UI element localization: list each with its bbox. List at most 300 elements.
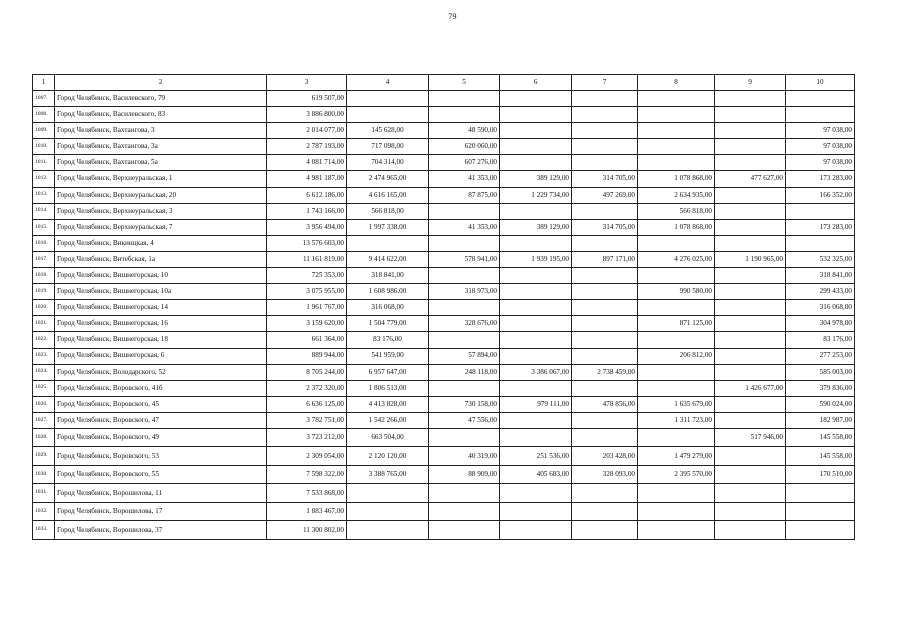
col5-value-cell: 41 353,00 — [429, 171, 500, 187]
col6-value-cell — [500, 332, 572, 348]
col3-value-cell: 7 533 868,00 — [267, 484, 347, 503]
col4-value-cell — [347, 521, 429, 540]
table-row — [33, 187, 855, 203]
column-header: 5 — [429, 75, 500, 91]
col6-value-cell — [500, 107, 572, 123]
col7-value-cell: 328 093,00 — [572, 465, 638, 484]
col6-value-cell — [500, 155, 572, 171]
col10-value-cell: 170 510,00 — [786, 465, 855, 484]
col5-value-cell: 41 353,00 — [429, 219, 500, 235]
col3-value-cell: 2 309 054,00 — [267, 447, 347, 466]
col10-value-cell: 590 024,00 — [786, 396, 855, 412]
col9-value-cell — [715, 155, 786, 171]
col7-value-cell — [572, 123, 638, 139]
col10-value-cell: 173 283,00 — [786, 171, 855, 187]
address-cell: Город Челябинск, Вишнегорская, 18 — [55, 332, 267, 348]
col5-value-cell — [429, 332, 500, 348]
table-row — [33, 235, 855, 251]
col10-value-cell: 299 433,00 — [786, 284, 855, 300]
col6-value-cell: 979 111,00 — [500, 396, 572, 412]
table-row — [33, 300, 855, 316]
col9-value-cell — [715, 396, 786, 412]
column-header: 10 — [786, 75, 855, 91]
register-body — [33, 75, 855, 540]
col3-value-cell: 3 723 212,00 — [267, 428, 347, 447]
row-number-cell: 1021. — [33, 316, 55, 332]
col8-value-cell: 1 078 868,00 — [638, 219, 715, 235]
col9-value-cell — [715, 348, 786, 364]
col6-value-cell: 1 939 195,00 — [500, 251, 572, 267]
col7-value-cell: 314 705,00 — [572, 219, 638, 235]
column-header: 1 — [33, 75, 55, 91]
col3-value-cell: 6 636 125,00 — [267, 396, 347, 412]
col10-value-cell: 173 283,00 — [786, 219, 855, 235]
col8-value-cell: 2 634 935,00 — [638, 187, 715, 203]
col3-value-cell: 3 782 751,00 — [267, 412, 347, 428]
housing-register-table — [32, 74, 855, 540]
col9-value-cell: 1 426 677,00 — [715, 380, 786, 396]
col10-value-cell — [786, 107, 855, 123]
address-cell: Город Челябинск, Воровского, 45 — [55, 396, 267, 412]
table-row — [33, 521, 855, 540]
col3-value-cell: 3 956 494,00 — [267, 219, 347, 235]
col8-value-cell — [638, 332, 715, 348]
col7-value-cell — [572, 502, 638, 521]
col10-value-cell: 316 068,00 — [786, 300, 855, 316]
col4-value-cell: 717 098,00 — [347, 139, 429, 155]
col5-value-cell — [429, 300, 500, 316]
col8-value-cell: 1 311 723,00 — [638, 412, 715, 428]
col9-value-cell — [715, 364, 786, 380]
col8-value-cell — [638, 380, 715, 396]
col6-value-cell: 3 386 067,00 — [500, 364, 572, 380]
col7-value-cell: 478 856,00 — [572, 396, 638, 412]
table-row — [33, 316, 855, 332]
col4-value-cell — [347, 484, 429, 503]
col9-value-cell: 1 190 965,00 — [715, 251, 786, 267]
col7-value-cell — [572, 268, 638, 284]
col10-value-cell: 83 176,00 — [786, 332, 855, 348]
table-row — [33, 447, 855, 466]
col4-value-cell — [347, 502, 429, 521]
col7-value-cell — [572, 235, 638, 251]
col4-value-cell: 1 608 986,00 — [347, 284, 429, 300]
col5-value-cell — [429, 502, 500, 521]
col6-value-cell: 1 229 734,00 — [500, 187, 572, 203]
table-row — [33, 284, 855, 300]
col6-value-cell: 251 536,00 — [500, 447, 572, 466]
col9-value-cell — [715, 332, 786, 348]
col7-value-cell — [572, 428, 638, 447]
address-cell: Город Челябинск, Вишнегорская, 10а — [55, 284, 267, 300]
col5-value-cell: 48 590,00 — [429, 123, 500, 139]
col10-value-cell: 277 253,00 — [786, 348, 855, 364]
address-cell: Город Челябинск, Вахтангова, 3 — [55, 123, 267, 139]
table-row — [33, 348, 855, 364]
col4-value-cell: 1 997 338,00 — [347, 219, 429, 235]
col10-value-cell: 532 325,00 — [786, 251, 855, 267]
table-row — [33, 107, 855, 123]
col3-value-cell: 3 159 620,00 — [267, 316, 347, 332]
col3-value-cell: 4 081 714,00 — [267, 155, 347, 171]
table-row — [33, 203, 855, 219]
table-row — [33, 412, 855, 428]
col3-value-cell: 3 886 800,00 — [267, 107, 347, 123]
col8-value-cell: 990 580,00 — [638, 284, 715, 300]
col8-value-cell: 1 479 279,00 — [638, 447, 715, 466]
row-number-cell: 1010. — [33, 139, 55, 155]
table-row — [33, 219, 855, 235]
col3-value-cell: 2 014 077,00 — [267, 123, 347, 139]
table-row — [33, 484, 855, 503]
table-row — [33, 364, 855, 380]
col7-value-cell — [572, 300, 638, 316]
col6-value-cell: 389 129,00 — [500, 219, 572, 235]
column-header: 4 — [347, 75, 429, 91]
col4-value-cell: 3 388 765,00 — [347, 465, 429, 484]
row-number-cell: 1020. — [33, 300, 55, 316]
col10-value-cell: 304 978,00 — [786, 316, 855, 332]
col3-value-cell: 4 981 187,00 — [267, 171, 347, 187]
col9-value-cell — [715, 502, 786, 521]
col7-value-cell: 897 171,00 — [572, 251, 638, 267]
col8-value-cell: 206 812,00 — [638, 348, 715, 364]
col7-value-cell — [572, 284, 638, 300]
col4-value-cell: 4 413 828,00 — [347, 396, 429, 412]
col8-value-cell: 1 635 679,00 — [638, 396, 715, 412]
col6-value-cell — [500, 380, 572, 396]
col7-value-cell — [572, 107, 638, 123]
col8-value-cell — [638, 502, 715, 521]
table-row — [33, 123, 855, 139]
col9-value-cell — [715, 268, 786, 284]
col5-value-cell: 607 276,00 — [429, 155, 500, 171]
col3-value-cell: 661 364,00 — [267, 332, 347, 348]
col8-value-cell — [638, 268, 715, 284]
col3-value-cell: 725 353,00 — [267, 268, 347, 284]
address-cell: Город Челябинск, Верхнеуральская, 7 — [55, 219, 267, 235]
address-cell: Город Челябинск, Вишнегорская, 16 — [55, 316, 267, 332]
col3-value-cell: 7 598 322,00 — [267, 465, 347, 484]
col5-value-cell — [429, 380, 500, 396]
col10-value-cell — [786, 203, 855, 219]
address-cell: Город Челябинск, Ворошилова, 11 — [55, 484, 267, 503]
row-number-cell: 1032. — [33, 502, 55, 521]
col9-value-cell — [715, 107, 786, 123]
col6-value-cell — [500, 412, 572, 428]
col5-value-cell: 47 556,00 — [429, 412, 500, 428]
col9-value-cell: 517 946,00 — [715, 428, 786, 447]
col3-value-cell: 2 372 320,00 — [267, 380, 347, 396]
col10-value-cell: 318 841,00 — [786, 268, 855, 284]
col4-value-cell: 2 120 120,00 — [347, 447, 429, 466]
address-cell: Город Челябинск, Ворошилова, 37 — [55, 521, 267, 540]
table-row — [33, 268, 855, 284]
row-number-cell: 1011. — [33, 155, 55, 171]
col4-value-cell — [347, 91, 429, 107]
col10-value-cell: 145 558,00 — [786, 447, 855, 466]
col7-value-cell — [572, 521, 638, 540]
col7-value-cell — [572, 484, 638, 503]
col5-value-cell: 328 676,00 — [429, 316, 500, 332]
col7-value-cell — [572, 203, 638, 219]
row-number-cell: 1018. — [33, 268, 55, 284]
col5-value-cell: 578 941,00 — [429, 251, 500, 267]
col6-value-cell — [500, 235, 572, 251]
address-cell: Город Челябинск, Верхнеуральская, 1 — [55, 171, 267, 187]
col6-value-cell — [500, 300, 572, 316]
row-number-cell: 1025. — [33, 380, 55, 396]
col9-value-cell — [715, 284, 786, 300]
col10-value-cell: 585 003,00 — [786, 364, 855, 380]
col5-value-cell — [429, 107, 500, 123]
col5-value-cell — [429, 91, 500, 107]
col4-value-cell: 704 314,00 — [347, 155, 429, 171]
col9-value-cell — [715, 484, 786, 503]
column-header: 7 — [572, 75, 638, 91]
col6-value-cell — [500, 139, 572, 155]
col6-value-cell — [500, 284, 572, 300]
col4-value-cell: 9 414 622,00 — [347, 251, 429, 267]
column-header: 3 — [267, 75, 347, 91]
col10-value-cell — [786, 484, 855, 503]
col6-value-cell — [500, 502, 572, 521]
col9-value-cell — [715, 123, 786, 139]
col9-value-cell — [715, 300, 786, 316]
row-number-cell: 1007. — [33, 91, 55, 107]
col5-value-cell — [429, 203, 500, 219]
col9-value-cell — [715, 139, 786, 155]
col4-value-cell: 83 176,00 — [347, 332, 429, 348]
row-number-cell: 1014. — [33, 203, 55, 219]
col7-value-cell: 497 269,00 — [572, 187, 638, 203]
col5-value-cell: 318 973,00 — [429, 284, 500, 300]
column-header: 2 — [55, 75, 267, 91]
address-cell: Город Челябинск, Вишнегорская, 14 — [55, 300, 267, 316]
col5-value-cell: 88 909,00 — [429, 465, 500, 484]
table-row — [33, 139, 855, 155]
col9-value-cell — [715, 219, 786, 235]
col4-value-cell: 541 959,00 — [347, 348, 429, 364]
col6-value-cell — [500, 428, 572, 447]
table-row — [33, 465, 855, 484]
col6-value-cell — [500, 521, 572, 540]
row-number-cell: 1029. — [33, 447, 55, 466]
col6-value-cell — [500, 348, 572, 364]
col10-value-cell: 97 038,00 — [786, 155, 855, 171]
col4-value-cell — [347, 107, 429, 123]
col4-value-cell: 318 841,00 — [347, 268, 429, 284]
address-cell: Город Челябинск, Воровского, 41б — [55, 380, 267, 396]
col8-value-cell: 871 125,00 — [638, 316, 715, 332]
col4-value-cell: 316 068,00 — [347, 300, 429, 316]
col3-value-cell: 6 612 186,00 — [267, 187, 347, 203]
col6-value-cell: 405 683,00 — [500, 465, 572, 484]
row-number-cell: 1013. — [33, 187, 55, 203]
col8-value-cell: 566 818,00 — [638, 203, 715, 219]
col10-value-cell: 97 038,00 — [786, 123, 855, 139]
row-number-cell: 1015. — [33, 219, 55, 235]
col5-value-cell: 40 319,00 — [429, 447, 500, 466]
col10-value-cell — [786, 502, 855, 521]
address-cell: Город Челябинск, Василевского, 79 — [55, 91, 267, 107]
table-row — [33, 380, 855, 396]
col3-value-cell: 1 883 467,00 — [267, 502, 347, 521]
col5-value-cell — [429, 428, 500, 447]
col5-value-cell: 87 875,00 — [429, 187, 500, 203]
col10-value-cell: 166 352,00 — [786, 187, 855, 203]
table-row — [33, 171, 855, 187]
col3-value-cell: 889 944,00 — [267, 348, 347, 364]
table-row — [33, 502, 855, 521]
col3-value-cell: 13 576 603,00 — [267, 235, 347, 251]
address-cell: Город Челябинск, Вишнегорская, 6 — [55, 348, 267, 364]
col7-value-cell — [572, 139, 638, 155]
table-row — [33, 396, 855, 412]
col7-value-cell: 203 428,00 — [572, 447, 638, 466]
col4-value-cell: 1 806 513,00 — [347, 380, 429, 396]
col4-value-cell — [347, 235, 429, 251]
col4-value-cell: 566 818,00 — [347, 203, 429, 219]
col5-value-cell: 248 118,00 — [429, 364, 500, 380]
col7-value-cell — [572, 348, 638, 364]
col8-value-cell — [638, 235, 715, 251]
col5-value-cell — [429, 235, 500, 251]
col9-value-cell — [715, 187, 786, 203]
col7-value-cell — [572, 155, 638, 171]
col8-value-cell — [638, 91, 715, 107]
address-cell: Город Челябинск, Воровского, 49 — [55, 428, 267, 447]
col9-value-cell — [715, 91, 786, 107]
row-number-cell: 1012. — [33, 171, 55, 187]
col8-value-cell — [638, 139, 715, 155]
col9-value-cell — [715, 521, 786, 540]
col8-value-cell — [638, 521, 715, 540]
col8-value-cell — [638, 123, 715, 139]
address-cell: Город Челябинск, Воровского, 53 — [55, 447, 267, 466]
table-row — [33, 155, 855, 171]
col3-value-cell: 2 787 193,00 — [267, 139, 347, 155]
row-number-cell: 1031. — [33, 484, 55, 503]
col9-value-cell — [715, 447, 786, 466]
col10-value-cell — [786, 521, 855, 540]
column-header: 9 — [715, 75, 786, 91]
row-number-cell: 1030. — [33, 465, 55, 484]
address-cell: Город Челябинск, Викинцкая, 4 — [55, 235, 267, 251]
col3-value-cell: 619 507,00 — [267, 91, 347, 107]
row-number-cell: 1026. — [33, 396, 55, 412]
col10-value-cell: 379 836,00 — [786, 380, 855, 396]
col5-value-cell — [429, 484, 500, 503]
col10-value-cell: 97 038,00 — [786, 139, 855, 155]
col6-value-cell — [500, 268, 572, 284]
col8-value-cell — [638, 107, 715, 123]
col3-value-cell: 8 705 244,00 — [267, 364, 347, 380]
table-row — [33, 428, 855, 447]
col10-value-cell — [786, 235, 855, 251]
col4-value-cell: 663 504,00 — [347, 428, 429, 447]
address-cell: Город Челябинск, Вишнегорская, 10 — [55, 268, 267, 284]
col3-value-cell: 11 300 802,00 — [267, 521, 347, 540]
col9-value-cell: 477 627,00 — [715, 171, 786, 187]
row-number-cell: 1028. — [33, 428, 55, 447]
col9-value-cell — [715, 465, 786, 484]
row-number-cell: 1009. — [33, 123, 55, 139]
col7-value-cell — [572, 316, 638, 332]
address-cell: Город Челябинск, Василевского, 83 — [55, 107, 267, 123]
col6-value-cell — [500, 91, 572, 107]
col5-value-cell — [429, 268, 500, 284]
col4-value-cell: 1 542 266,00 — [347, 412, 429, 428]
col4-value-cell: 145 628,00 — [347, 123, 429, 139]
col3-value-cell: 11 161 819,00 — [267, 251, 347, 267]
col6-value-cell — [500, 316, 572, 332]
col7-value-cell — [572, 91, 638, 107]
address-cell: Город Челябинск, Вахтангова, 5а — [55, 155, 267, 171]
col8-value-cell: 2 395 570,00 — [638, 465, 715, 484]
col4-value-cell: 6 957 647,00 — [347, 364, 429, 380]
address-cell: Город Челябинск, Володарского, 52 — [55, 364, 267, 380]
col7-value-cell: 2 738 459,00 — [572, 364, 638, 380]
col9-value-cell — [715, 235, 786, 251]
col9-value-cell — [715, 316, 786, 332]
col5-value-cell: 620 060,00 — [429, 139, 500, 155]
address-cell: Город Челябинск, Верхнеуральская, 3 — [55, 203, 267, 219]
address-cell: Город Челябинск, Ворошилова, 17 — [55, 502, 267, 521]
col9-value-cell — [715, 203, 786, 219]
col10-value-cell: 145 558,00 — [786, 428, 855, 447]
row-number-cell: 1024. — [33, 364, 55, 380]
col6-value-cell — [500, 203, 572, 219]
col4-value-cell: 1 504 779,00 — [347, 316, 429, 332]
row-number-cell: 1023. — [33, 348, 55, 364]
col5-value-cell: 57 894,00 — [429, 348, 500, 364]
table-row — [33, 251, 855, 267]
col3-value-cell: 3 075 955,00 — [267, 284, 347, 300]
col8-value-cell — [638, 364, 715, 380]
col8-value-cell — [638, 484, 715, 503]
row-number-cell: 1027. — [33, 412, 55, 428]
col7-value-cell — [572, 412, 638, 428]
col8-value-cell — [638, 300, 715, 316]
address-cell: Город Челябинск, Вахтангова, 3а — [55, 139, 267, 155]
row-number-cell: 1019. — [33, 284, 55, 300]
col4-value-cell: 4 616 165,00 — [347, 187, 429, 203]
address-cell: Город Челябинск, Витебская, 1а — [55, 251, 267, 267]
page-number: 79 — [448, 12, 457, 21]
col6-value-cell — [500, 484, 572, 503]
col10-value-cell: 182 987,00 — [786, 412, 855, 428]
col5-value-cell — [429, 521, 500, 540]
col3-value-cell: 1 961 767,00 — [267, 300, 347, 316]
col9-value-cell — [715, 412, 786, 428]
row-number-cell: 1022. — [33, 332, 55, 348]
address-cell: Город Челябинск, Верхнеуральская, 20 — [55, 187, 267, 203]
address-cell: Город Челябинск, Воровского, 55 — [55, 465, 267, 484]
column-header: 6 — [500, 75, 572, 91]
row-number-cell: 1017. — [33, 251, 55, 267]
address-cell: Город Челябинск, Воровского, 47 — [55, 412, 267, 428]
col10-value-cell — [786, 91, 855, 107]
row-number-cell: 1033. — [33, 521, 55, 540]
col6-value-cell: 389 129,00 — [500, 171, 572, 187]
col8-value-cell: 4 276 025,00 — [638, 251, 715, 267]
col7-value-cell — [572, 380, 638, 396]
col8-value-cell — [638, 428, 715, 447]
col8-value-cell: 1 078 868,00 — [638, 171, 715, 187]
col3-value-cell: 1 743 166,00 — [267, 203, 347, 219]
col5-value-cell: 730 158,00 — [429, 396, 500, 412]
